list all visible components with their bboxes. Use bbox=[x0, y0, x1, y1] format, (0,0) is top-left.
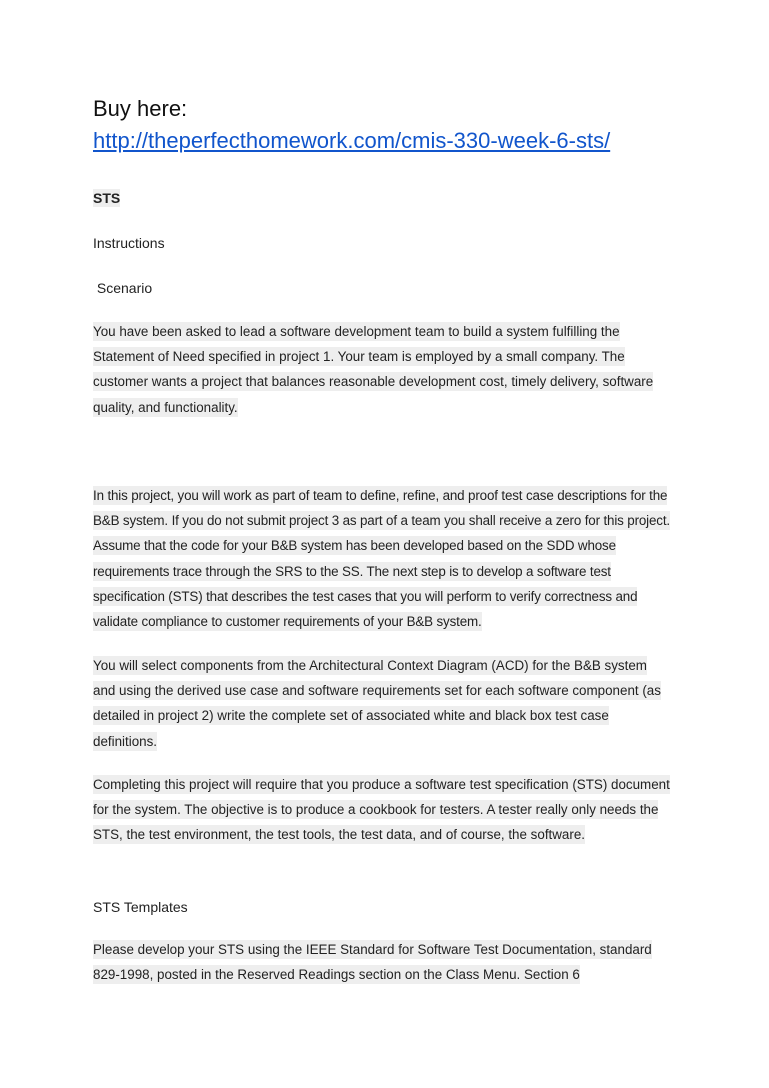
paragraph-sts-document-text: Completing this project will require that you produce a software test specification (STS) document for the system. The objective is to produce a cookbook for testers. A tester really only needs the STS, the test environment, the test tools, the test data, and of course, the software. bbox=[93, 777, 670, 843]
paragraph-scenario-text: You have been asked to lead a software development team to build a system fulfilling the Statement of Need specified in project 1. Your team is employed by a small company. The customer wants a project that balances reasonable development cost, timely delivery, software quality, and functionality. bbox=[93, 324, 654, 415]
instructions-label: Instructions bbox=[93, 235, 165, 251]
sts-templates-label: STS Templates bbox=[93, 899, 188, 915]
paragraph-project-description-text: In this project, you will work as part of team to define, refine, and proof test case descriptions for the B&B system. If you do not submit project 3 as part of a team you shall receive a zero for this project. Assume that the code for your B&B system has been developed based on the SDD whose requirements trace through the SRS to the SS. The next step is to develop a software test specification (STS) that describes the test cases that you will perform to verify correctness and validate compliance to customer requirements of your B&B system. bbox=[93, 488, 670, 630]
paragraph-component-selection-text: You will select components from the Architectural Context Diagram (ACD) for the B&B system and using the derived use case and software requirements set for each software component (as detailed in project 2) write the complete set of associated white and black box test case definitions. bbox=[93, 658, 661, 749]
paragraph-project-description bbox=[93, 483, 685, 634]
paragraph-component-selection bbox=[93, 653, 665, 754]
paragraph-ieee-standard-text: Please develop your STS using the IEEE Standard for Software Test Documentation, standard 829-1998, posted in the Reserved Readings section on the Class Menu. Section 6 bbox=[93, 942, 652, 983]
paragraph-sts-document bbox=[93, 772, 673, 848]
paragraph-scenario bbox=[93, 319, 683, 420]
purchase-link[interactable]: http://theperfecthomework.com/cmis-330-week-6-sts/ bbox=[93, 128, 611, 153]
buy-here-label: Buy here: bbox=[93, 96, 188, 121]
scenario-label: Scenario bbox=[93, 280, 153, 296]
paragraph-ieee-standard bbox=[93, 937, 681, 987]
sts-heading: STS bbox=[93, 190, 121, 206]
